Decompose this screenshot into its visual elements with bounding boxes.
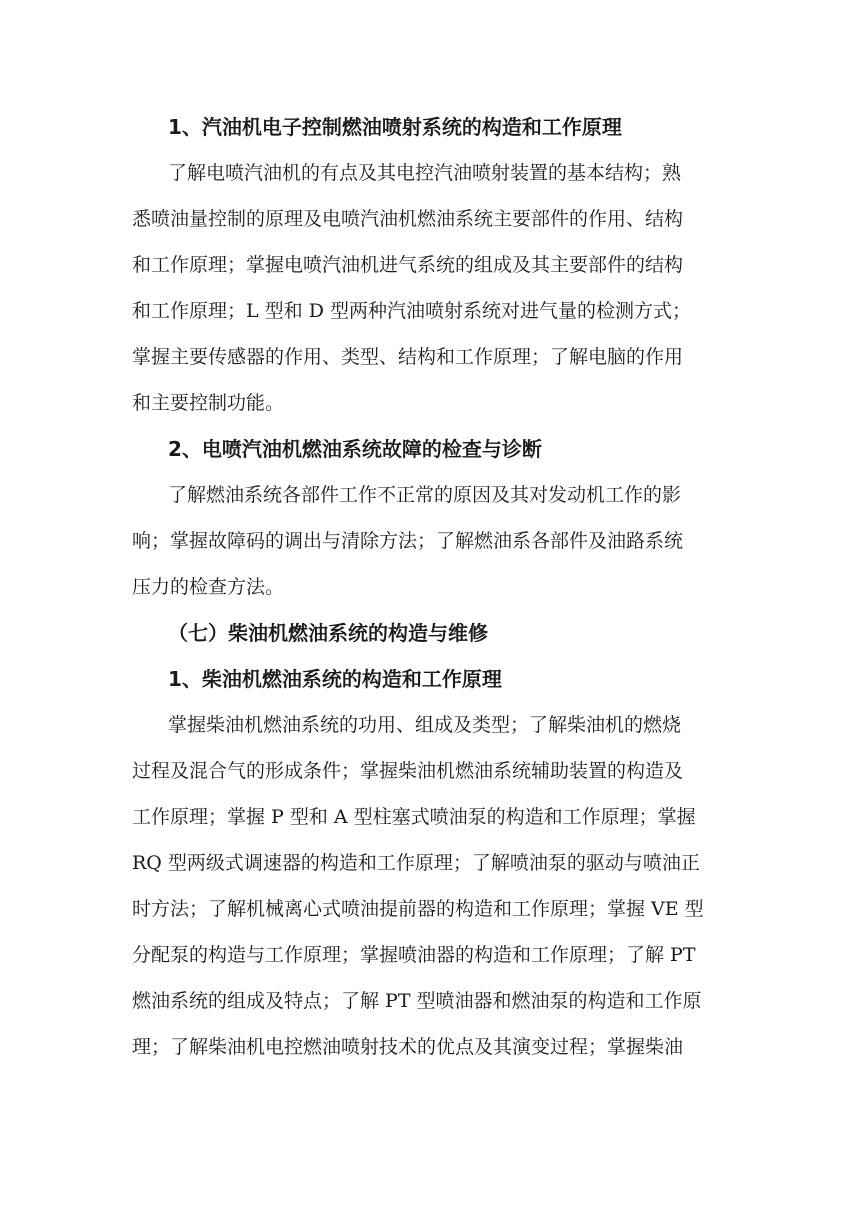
paragraph-line: 和主要控制功能。 — [132, 392, 285, 414]
paragraph-line: 时方法；了解机械离心式喷油提前器的构造和工作原理；掌握 VE 型 — [132, 898, 704, 920]
paragraph-line: 悉喷油量控制的原理及电喷汽油机燃油系统主要部件的作用、结构 — [132, 208, 684, 230]
paragraph-line: 掌握柴油机燃油系统的功用、组成及类型；了解柴油机的燃烧 — [168, 714, 682, 736]
paragraph-line: 工作原理；掌握 P 型和 A 型柱塞式喷油泵的构造和工作原理；掌握 — [132, 806, 696, 828]
paragraph-line: RQ 型两级式调速器的构造和工作原理；了解喷油泵的驱动与喷油正 — [132, 852, 700, 874]
paragraph-line: 和工作原理；掌握电喷汽油机进气系统的组成及其主要部件的结构 — [132, 254, 684, 276]
paragraph-line: 掌握主要传感器的作用、类型、结构和工作原理；了解电脑的作用 — [132, 346, 684, 368]
chapter-heading-diesel: （七）柴油机燃油系统的构造与维修 — [168, 621, 488, 645]
paragraph-line: 燃油系统的组成及特点；了解 PT 型喷油器和燃油泵的构造和工作原 — [132, 990, 702, 1012]
section-heading-diesel-fuel-system: 1、柴油机燃油系统的构造和工作原理 — [168, 667, 502, 691]
section-heading-gasoline-efi: 1、汽油机电子控制燃油喷射系统的构造和工作原理 — [168, 115, 622, 139]
paragraph-line: 了解燃油系统各部件工作不正常的原因及其对发动机工作的影 — [168, 484, 682, 506]
paragraph-line: 和工作原理；L 型和 D 型两种汽油喷射系统对进气量的检测方式； — [132, 300, 691, 322]
paragraph-line: 理；了解柴油机电控燃油喷射技术的优点及其演变过程；掌握柴油 — [132, 1036, 684, 1058]
document-body — [132, 104, 728, 1070]
paragraph-line: 分配泵的构造与工作原理；掌握喷油器的构造和工作原理；了解 PT — [132, 944, 696, 966]
section-heading-efi-diagnosis: 2、电喷汽油机燃油系统故障的检查与诊断 — [168, 437, 542, 461]
paragraph-line: 压力的检查方法。 — [132, 576, 285, 598]
paragraph-line: 过程及混合气的形成条件；掌握柴油机燃油系统辅助装置的构造及 — [132, 760, 684, 782]
paragraph-line: 响；掌握故障码的调出与清除方法；了解燃油系各部件及油路系统 — [132, 530, 684, 552]
paragraph-line: 了解电喷汽油机的有点及其电控汽油喷射装置的基本结构；熟 — [168, 162, 682, 184]
